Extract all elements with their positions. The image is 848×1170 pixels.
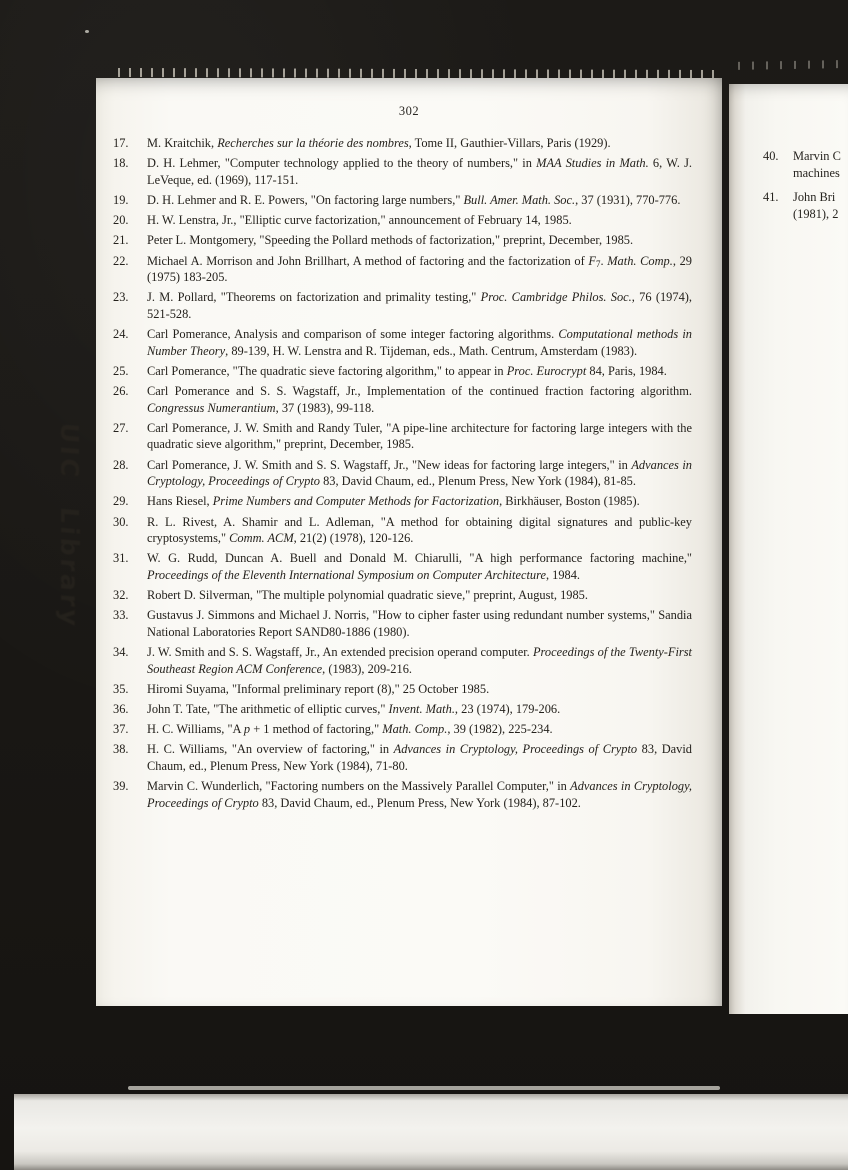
- reference-item: [113, 587, 692, 604]
- reference-item: [113, 457, 692, 490]
- reference-item: [113, 420, 692, 453]
- reference-number: 33.: [113, 608, 129, 623]
- library-stamp: UIC Library: [55, 421, 84, 630]
- scan-bed-strip: [14, 1094, 848, 1170]
- reference-number: 27.: [113, 420, 129, 435]
- reference-item: [113, 550, 692, 583]
- reference-text: M. Kraitchik, Recherches sur la théorie des nombres, Tome II, Gauthier-Villars, Paris (1929).: [147, 136, 611, 150]
- reference-text: H. W. Lenstra, Jr., "Elliptic curve factorization," announcement of February 14, 1985.: [147, 213, 572, 228]
- reference-item: [113, 326, 692, 359]
- reference-item: [113, 778, 692, 811]
- reference-item: [113, 514, 692, 547]
- reference-number: 35.: [113, 681, 129, 696]
- reference-number: 28.: [113, 457, 129, 472]
- reference-item: [113, 644, 692, 677]
- reference-text: Carl Pomerance, Analysis and comparison of some integer factoring algorithms. Computational methods in Number Theory, 89-139, H. W. Lenstra and R. Tijdeman, eds., Math. Centrum, Amsterdam (1983).: [147, 327, 693, 358]
- reference-item: [113, 701, 692, 718]
- reference-item: [113, 212, 692, 229]
- reference-number: 39.: [113, 779, 129, 794]
- reference-text: Hiromi Suyama, "Informal preliminary report (8)," 25 October 1985.: [147, 681, 490, 696]
- reference-text: Carl Pomerance, J. W. Smith and S. S. Wagstaff, Jr., "New ideas for factoring large integers," in Advances in Cryptology, Proceedings of Crypto 83, David Chaum, ed., Plenum Press, New York (1984), 81-85.: [147, 457, 692, 489]
- reference-number: 37.: [113, 722, 129, 737]
- reference-list: [113, 135, 692, 815]
- reference-number: 20.: [113, 213, 129, 228]
- reference-number: 19.: [113, 192, 129, 207]
- reference-text: D. H. Lehmer, "Computer technology applied to the theory of numbers," in MAA Studies in Math. 6, W. J. LeVeque, ed. (1969), 117-151.: [147, 156, 693, 187]
- adjacent-page: [729, 84, 848, 1014]
- reference-text: D. H. Lehmer and R. E. Powers, "On factoring large numbers," Bull. Amer. Math. Soc., 37 (1931), 770-776.: [147, 192, 681, 207]
- reference-text: Peter L. Montgomery, "Speeding the Pollard methods of factorization," preprint, December, 1985.: [147, 233, 634, 248]
- reference-text: Michael A. Morrison and John Brillhart, A method of factoring and the factorization of $F_7$. Math. Comp., 29 (1975) 183-205.: [147, 253, 692, 285]
- reference-text: John Bri (1981), 2: [793, 190, 839, 221]
- adjacent-reference-list: [763, 148, 848, 230]
- reference-item: [113, 607, 692, 640]
- reference-number: 31.: [113, 551, 129, 566]
- reference-text: Carl Pomerance, "The quadratic sieve factoring algorithm," to appear in Proc. Eurocrypt 84, Paris, 1984.: [147, 363, 667, 378]
- reference-text: Carl Pomerance, J. W. Smith and Randy Tuler, "A pipe-line architecture for factoring large integers with the quadratic sieve algorithm," preprint, December, 1985.: [147, 420, 692, 452]
- reference-text: H. C. Williams, "An overview of factoring," in Advances in Cryptology, Proceedings of Crypto 83, David Chaum, ed., Plenum Press, New York (1984), 71-80.: [147, 742, 692, 774]
- reference-number: 40.: [763, 149, 779, 163]
- reference-item: [113, 155, 692, 188]
- reference-item: [113, 232, 692, 249]
- reference-number: 18.: [113, 156, 129, 171]
- reference-text: R. L. Rivest, A. Shamir and L. Adleman, "A method for obtaining digital signatures and public-key cryptosystems," Comm. ACM, 21(2) (1978), 120-126.: [147, 514, 692, 546]
- reference-item: [113, 192, 692, 209]
- reference-number: 21.: [113, 233, 129, 248]
- reference-number: 32.: [113, 588, 129, 603]
- reference-item: [763, 189, 848, 223]
- reference-item: [113, 363, 692, 380]
- reference-text: J. M. Pollard, "Theorems on factorization and primality testing," Proc. Cambridge Philos. Soc., 76 (1974), 521-528.: [147, 290, 692, 321]
- reference-text: Hans Riesel, Prime Numbers and Computer Methods for Factorization, Birkhäuser, Boston (1985).: [147, 494, 640, 509]
- reference-item: [763, 148, 848, 182]
- reference-item: [113, 253, 692, 286]
- reference-number: 34.: [113, 645, 129, 660]
- reference-item: [113, 681, 692, 698]
- reference-number: 23.: [113, 290, 129, 305]
- reference-text: Carl Pomerance and S. S. Wagstaff, Jr., Implementation of the continued fraction factoring algorithm. Congressus Numerantium, 37 (1983), 99-118.: [147, 384, 692, 415]
- reference-text: Gustavus J. Simmons and Michael J. Norris, "How to cipher faster using redundant number systems," Sandia National Laboratories Report SAND80-1886 (1980).: [147, 608, 692, 639]
- reference-number: 17.: [113, 136, 129, 150]
- reference-item: [113, 741, 692, 774]
- page-number: 302: [398, 104, 420, 118]
- reference-text: J. W. Smith and S. S. Wagstaff, Jr., An extended precision operand computer. Proceedings of the Twenty-First Southeast Region ACM Conference, (1983), 209-216.: [147, 645, 692, 676]
- reference-text: W. G. Rudd, Duncan A. Buell and Donald M. Chiarulli, "A high performance factoring machine," Proceedings of the Eleventh International Symposium on Computer Architecture, 1984.: [147, 551, 692, 582]
- reference-item: [113, 721, 692, 738]
- reference-number: 38.: [113, 742, 129, 757]
- reference-item: [113, 289, 692, 322]
- reference-number: 22.: [113, 253, 129, 268]
- reference-text: H. C. Williams, "A p + 1 method of factoring," Math. Comp., 39 (1982), 225-234.: [147, 722, 553, 737]
- reference-text: Marvin C. Wunderlich, "Factoring numbers on the Massively Parallel Computer," in Advances in Cryptology, Proceedings of Crypto 83, David Chaum, ed., Plenum Press, New York (1984), 87-102.: [147, 779, 692, 810]
- reference-number: 25.: [113, 363, 129, 378]
- reference-item: [113, 493, 692, 510]
- reference-item: [113, 383, 692, 416]
- reference-item: [113, 135, 692, 152]
- reference-text: John T. Tate, "The arithmetic of elliptic curves," Invent. Math., 23 (1974), 179-206.: [147, 702, 561, 717]
- reference-number: 24.: [113, 327, 129, 342]
- reference-number: 30.: [113, 514, 129, 529]
- next-page-edge-ridges: [738, 60, 838, 70]
- reference-number: 36.: [113, 702, 129, 717]
- reference-text: Robert D. Silverman, "The multiple polynomial quadratic sieve," preprint, August, 1985.: [147, 588, 588, 603]
- scan-edge-highlight: [128, 1086, 720, 1090]
- reference-number: 29.: [113, 494, 129, 509]
- reference-number: 41.: [763, 190, 779, 204]
- reference-number: 26.: [113, 384, 129, 399]
- scanned-page: [96, 78, 722, 1006]
- dust-speck: [85, 30, 89, 33]
- reference-text: Marvin C machines: [793, 149, 841, 180]
